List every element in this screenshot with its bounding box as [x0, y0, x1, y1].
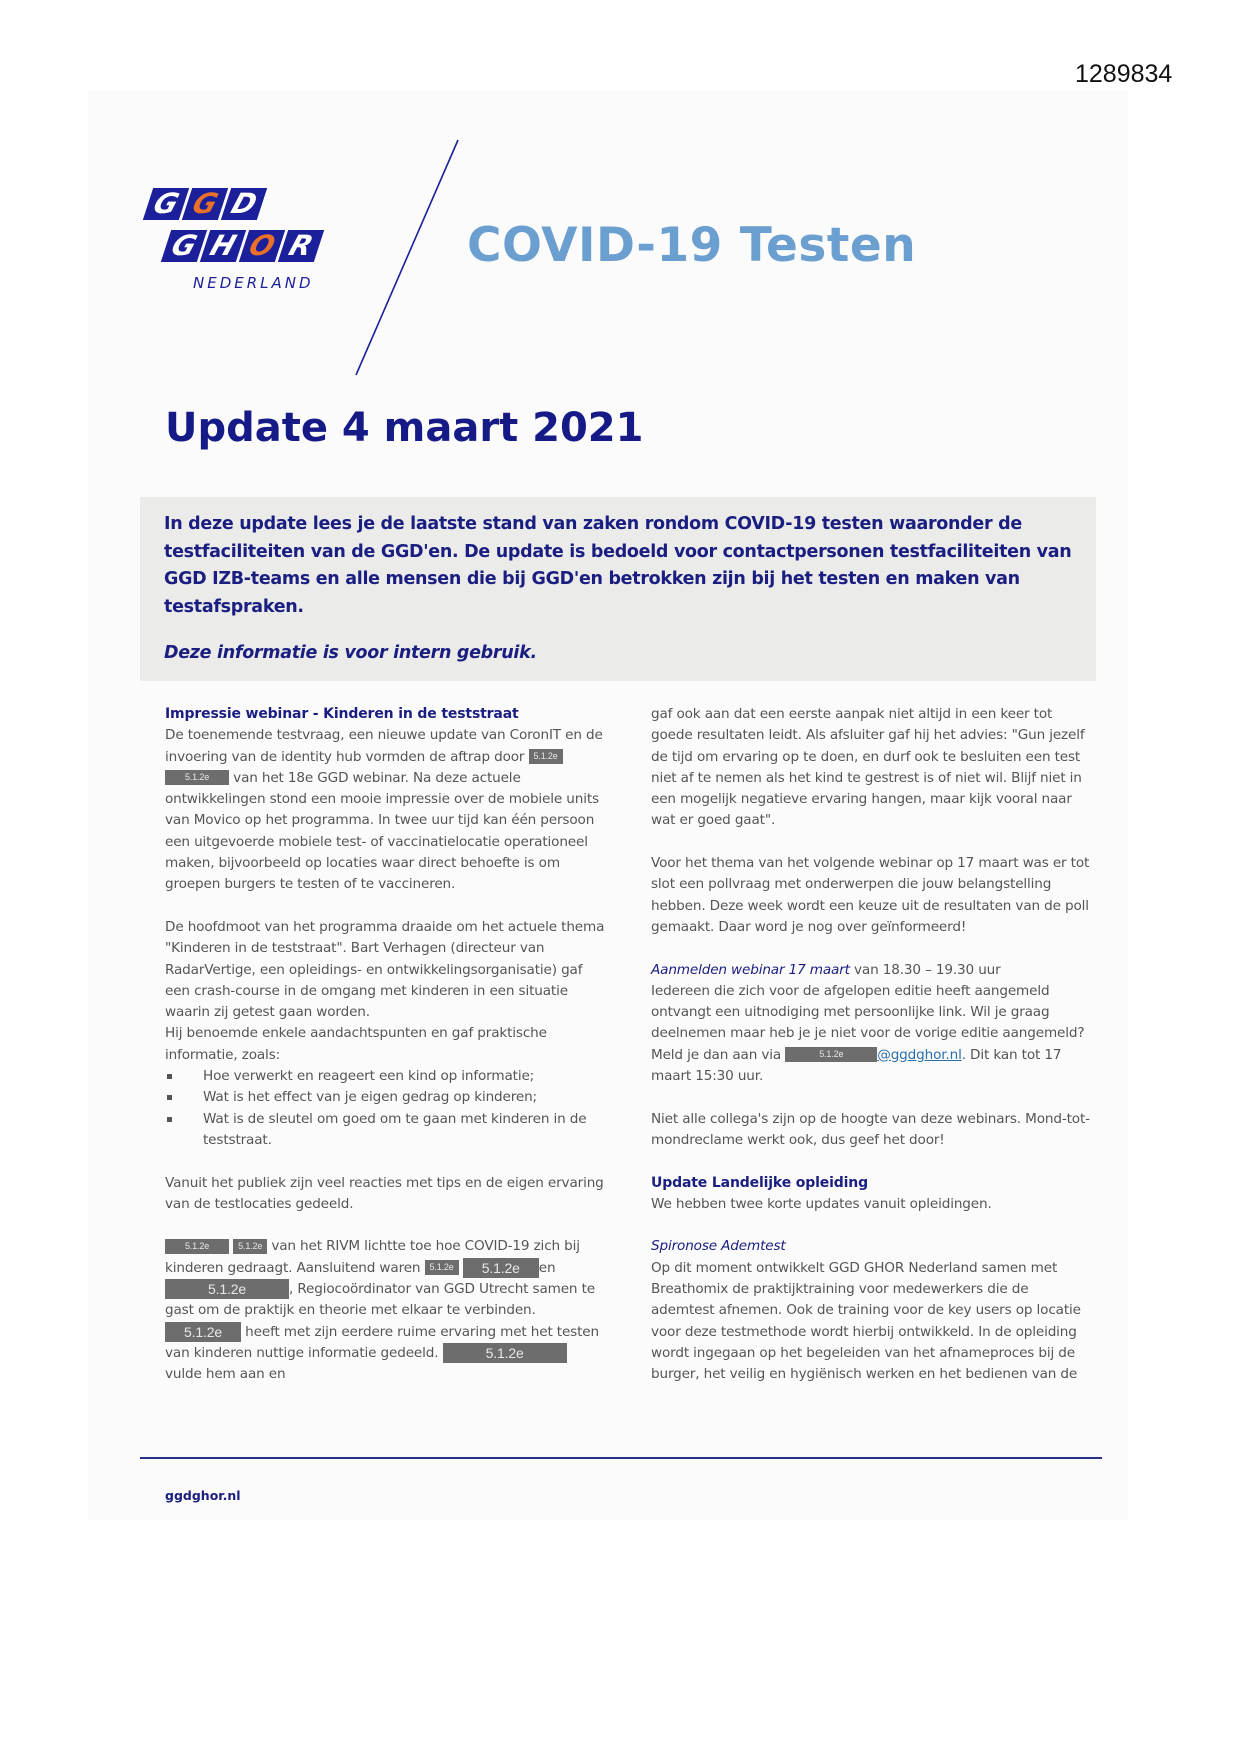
right-column — [651, 704, 1091, 1386]
document-id: 1289834 — [1075, 60, 1173, 88]
paragraph: Hij benoemde enkele aandachtspunten en gaf praktische informatie, zoals: — [165, 1025, 547, 1063]
redaction: 5.1.2e — [463, 1258, 539, 1278]
paragraph: De hoofdmoot van het programma draaide om het actuele thema "Kinderen in de teststraat". Bart Verhagen (directeur van RadarVertige, een opleidings- en ontwikkelingsorganisatie) gaf een crash-course in de omgang met kinderen in een situatie waarin zij getest gaan worden. — [165, 918, 605, 1021]
redaction: 5.1.2e — [165, 1279, 289, 1299]
section-heading-webinar: Impressie webinar - Kinderen in de teststraat — [165, 706, 519, 722]
paragraph: Op dit moment ontwikkelt GGD GHOR Nederland samen met Breathomix de praktijktraining voor medewerkers die de ademtest afnemen. Ook de training voor de key users op locatie voor deze testmethode wordt hierbij ontwikkeld. In de opleiding wordt ingegaan op het begeleiden van het afnameproces bij de burger, het veilig en hygiënisch werken en het bedienen van de — [651, 1259, 1081, 1383]
intro-box — [140, 497, 1096, 681]
paragraph: De toenemende testvraag, een nieuwe update van CoronIT en de invoering van de identity hub vormden de aftrap door 5.1.2e 5.1.2e van het 18e GGD webinar. Na deze actuele ontwikkelingen stond een mooie impressie over de mobiele units van Movico op het programma. In twee uur tijd kan één persoon een uitgevoerde mobiele test- of vaccinatielocatie operationeel maken, bijvoorbeeld op locaties waar direct behoefte is om groepen burgers te testen of te vaccineren. — [165, 727, 603, 893]
paragraph: Aanmelden webinar 17 maart van 18.30 – 19.30 uur — [651, 961, 1001, 978]
logo-row-ghor: G H O R — [166, 230, 322, 262]
footer-divider — [140, 1457, 1102, 1459]
redaction: 5.1.2e — [443, 1343, 567, 1363]
redaction: 5.1.2e — [165, 770, 229, 785]
redaction: 5.1.2e — [425, 1260, 459, 1275]
list-item: Wat is de sleutel om goed om te gaan met kinderen in de teststraat. — [165, 1109, 605, 1152]
logo-subtitle: NEDERLAND — [193, 274, 314, 292]
paragraph: Niet alle collega's zijn op de hoogte van deze webinars. Mond-tot-mondreclame werkt ook, dus geef het door! — [651, 1110, 1090, 1148]
bullet-list — [165, 1066, 605, 1151]
left-column — [165, 704, 605, 1386]
redaction: 5.1.2e — [165, 1239, 229, 1254]
subheading-ademtest: Spironose Ademtest — [651, 1238, 786, 1255]
redaction: 5.1.2e — [165, 1322, 241, 1342]
paragraph: gaf ook aan dat een eerste aanpak niet altijd in een keer tot goede resultaten leidt. Als afsluiter gaf hij het advies: "Gun jezelf de tijd om ervaring op te doen, en durf ook te besluiten een test niet af te nemen als het kind te gestrest is of niet wil. Blijf niet in een mogelijk negatieve ervaring hangen, maar kijk vooral naar wat er goed gaat". — [651, 706, 1085, 829]
section-heading-opleiding: Update Landelijke opleiding — [651, 1174, 868, 1191]
paragraph: We hebben twee korte updates vanuit opleidingen. — [651, 1195, 992, 1212]
intro-note: Deze informatie is voor intern gebruik. — [164, 643, 537, 663]
register-heading: Aanmelden webinar 17 maart — [651, 961, 850, 978]
header-title: COVID-19 Testen — [467, 218, 917, 273]
divider-slash — [350, 135, 470, 385]
list-item: Hoe verwerkt en reageert een kind op informatie; — [165, 1066, 605, 1087]
redaction: 5.1.2e — [529, 749, 563, 764]
paragraph: Iedereen die zich voor de afgelopen editie heeft aangemeld ontvangt een uitnodiging met persoonlijke link. Wil je graag deelnemen maar heb je je niet voor de vorige editie aangemeld? Meld je dan aan via 5.1.2e @ggdghor.nl. Dit kan tot 17 maart 15:30 uur. — [651, 982, 1085, 1085]
footer-website-link[interactable]: ggdghor.nl — [165, 1488, 241, 1503]
list-item: Wat is het effect van je eigen gedrag op kinderen; — [165, 1087, 605, 1108]
email-link[interactable]: @ggdghor.nl — [877, 1046, 962, 1063]
redaction: 5.1.2e — [233, 1239, 267, 1254]
intro-text: In deze update lees je de laatste stand van zaken rondom COVID-19 testen waaronder de testfaciliteiten van de GGD'en. De update is bedoeld voor contactpersonen testfaciliteiten van GGD IZB-teams en alle mensen die bij GGD'en betrokken zijn bij het testen en maken van testafspraken. — [164, 514, 1072, 617]
update-title: Update 4 maart 2021 — [165, 405, 644, 451]
ggd-ghor-logo — [148, 188, 338, 298]
paragraph: Voor het thema van het volgende webinar op 17 maart was er tot slot een pollvraag met onderwerpen die jouw belangstelling hebben. Deze week wordt een keuze uit de resultaten van de poll gemaakt. Daar word je nog over geïnformeerd! — [651, 855, 1090, 935]
redaction: 5.1.2e — [785, 1047, 877, 1062]
paragraph: 5.1.2e 5.1.2e van het RIVM lichtte toe hoe COVID-19 zich bij kinderen gedraagt. Aansluitend waren 5.1.2e 5.1.2e en5.1.2e , Regiocoördinator van GGD Utrecht samen te gast om de praktijk en theorie met elkaar te verbinden. 5.1.2e heeft met zijn eerdere ruime ervaring met het testen van kinderen nuttige informatie gedeeld. 5.1.2e vulde hem aan en — [165, 1238, 599, 1383]
paragraph: Vanuit het publiek zijn veel reacties met tips en de eigen ervaring van de testlocaties gedeeld. — [165, 1174, 604, 1212]
logo-row-ggd: G G D — [148, 188, 265, 220]
